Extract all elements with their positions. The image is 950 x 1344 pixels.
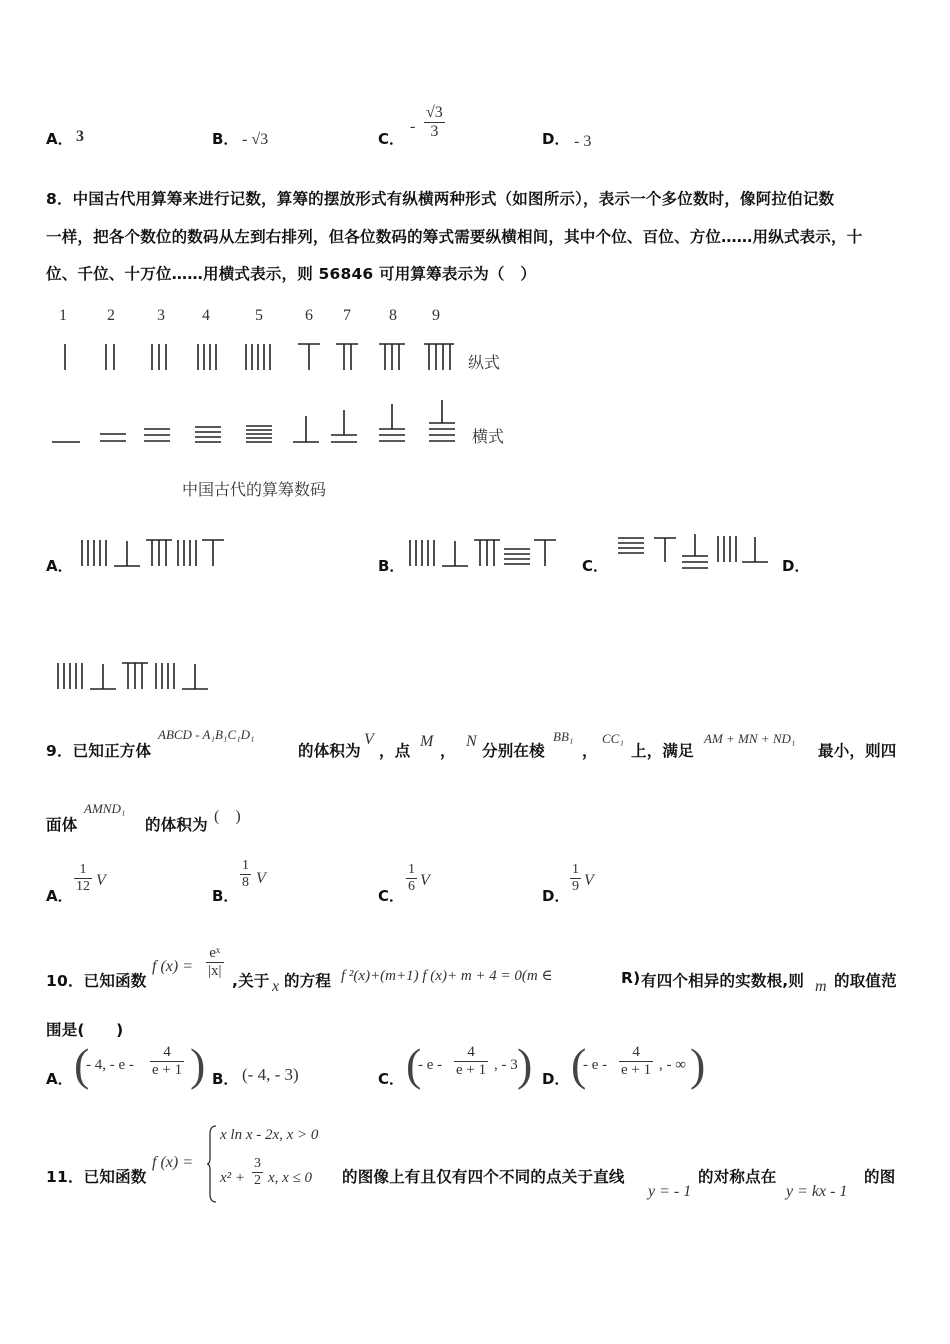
q10-var-x: x xyxy=(272,978,280,995)
q9-volume-var: V xyxy=(364,731,374,748)
q10-option-c-tail: , - 3 xyxy=(494,1057,518,1073)
q8-option-d-label: D． xyxy=(782,557,810,575)
q9-option-a-numerator: 1 xyxy=(74,862,92,879)
q8-option-c-label: C． xyxy=(582,557,609,575)
q8-option-d-rods xyxy=(54,660,214,694)
q11-line-kx: y = kx - 1 xyxy=(786,1183,848,1200)
q8-option-a-rods xyxy=(78,537,228,569)
figure-caption: 中国古代的算筹数码 xyxy=(182,480,327,499)
q10-option-c-text: - e - xyxy=(418,1057,443,1073)
q10-real-set: R) xyxy=(621,969,641,987)
q9-option-b-numerator: 1 xyxy=(242,858,249,873)
q9-option-b-denominator: 8 xyxy=(242,875,249,890)
q8-line-3: 位、千位、十万位……用横式表示，则 56846 可用算筹表示为（ ） xyxy=(46,265,537,283)
q10-var-m: m xyxy=(815,978,827,995)
q9-line2-b: 的体积为 xyxy=(145,816,208,834)
q10-option-a-label: A． xyxy=(46,1070,73,1088)
horizontal-form-label: 横式 xyxy=(472,427,505,446)
q7-option-c-denominator: 3 xyxy=(430,123,439,140)
q11-text-2: 的对称点在 xyxy=(698,1168,777,1186)
q9-text-2: ，点 xyxy=(379,742,411,760)
q9-option-d-numerator: 1 xyxy=(572,862,579,877)
q10-option-d-fraction xyxy=(619,1044,653,1079)
q7-option-a-label: A． xyxy=(46,130,73,148)
q10-option-d-denominator: e + 1 xyxy=(621,1062,652,1078)
q10-fraction-numerator: eˣ xyxy=(206,945,224,963)
q9-point-n: N xyxy=(466,733,477,750)
q10-option-b-text: (- 4, - 3) xyxy=(242,1065,299,1084)
vertical-form-label: 纵式 xyxy=(468,353,501,372)
q8-line-1: 8．中国古代用算筹来进行记数，算筹的摆放形式有纵横两种形式（如图所示），表示一个多位数时，像阿拉伯记数 xyxy=(46,190,835,208)
q9-text-1: 的体积为 xyxy=(298,742,361,760)
q11-line-y-neg1: y = - 1 xyxy=(648,1183,692,1200)
horizontal-rods xyxy=(52,400,455,442)
q10-option-d-text: - e - xyxy=(583,1057,608,1073)
digit-label: 4 xyxy=(202,307,210,324)
rod-numeral-drawing xyxy=(40,330,470,450)
q9-text-6: 上，满足 xyxy=(631,742,694,760)
q10-option-a-denominator: e + 1 xyxy=(152,1062,183,1078)
q11-text-3: 的图 xyxy=(864,1168,896,1186)
q7-option-a-value: 3 xyxy=(76,128,84,145)
digit-label: 6 xyxy=(305,307,313,324)
q9-option-c-label: C． xyxy=(378,887,405,905)
q10-option-c-close-paren: ) xyxy=(517,1039,533,1090)
q11-case-2-b: x, x ≤ 0 xyxy=(268,1170,313,1186)
q10-function-name: f (x) = xyxy=(152,958,193,975)
q7-option-c-label: C． xyxy=(378,130,405,148)
q9-expression: AM + MN + ND₁ xyxy=(704,731,796,746)
q9-text-7: 最小，则四 xyxy=(818,742,897,760)
q9-option-c-var: V xyxy=(420,872,430,889)
q10-option-b-label: B． xyxy=(212,1070,239,1088)
q11-case-2-denominator: 2 xyxy=(254,1173,261,1188)
q7-option-c-sign: - xyxy=(410,118,416,135)
q9-text-5: ， xyxy=(582,742,598,760)
q9-text-4: 分别在棱 xyxy=(482,742,545,760)
q10-option-d-label: D． xyxy=(542,1070,570,1088)
q10-option-a-fraction xyxy=(150,1044,184,1079)
q11-case-2-a: x² + xyxy=(220,1170,246,1186)
q7-option-b-label: B． xyxy=(212,130,239,148)
q9-option-c-fraction xyxy=(406,862,417,895)
q10-fraction-denominator: |x| xyxy=(208,963,222,979)
q9-option-b-fraction xyxy=(240,858,251,891)
q9-option-d-var: V xyxy=(584,872,594,889)
q9-point-m: M xyxy=(420,733,434,750)
q10-equation: f ²(x)+(m+1) f (x)+ m + 4 = 0(m ∈ xyxy=(341,968,553,984)
q7-option-c-fraction xyxy=(424,104,445,141)
digit-label: 5 xyxy=(255,307,263,324)
vertical-rods xyxy=(65,344,454,370)
q11-function-name: f (x) = xyxy=(152,1154,193,1171)
q8-option-b-rods xyxy=(406,537,562,569)
q11-case-1: x ln x - 2x, x > 0 xyxy=(220,1127,319,1143)
q9-option-a-var: V xyxy=(96,872,106,889)
q11-piecewise-brace xyxy=(206,1124,218,1204)
q9-option-d-label: D． xyxy=(542,887,570,905)
q10-option-c-label: C． xyxy=(378,1070,405,1088)
q9-tetrahedron: AMND₁ xyxy=(84,801,126,816)
q9-option-b-var: V xyxy=(256,870,266,887)
q11-text-1: 的图像上有且仅有四个不同的点关于直线 xyxy=(342,1168,625,1186)
digit-label: 2 xyxy=(107,307,115,324)
q7-option-d-label: D． xyxy=(542,130,570,148)
q8-option-b-label: B． xyxy=(378,557,405,575)
q10-option-a-numerator: 4 xyxy=(150,1044,184,1062)
q10-text-2: 的方程 xyxy=(284,972,332,990)
digit-label: 9 xyxy=(432,307,440,324)
q8-option-c-rods xyxy=(614,532,774,572)
q9-text-3: ， xyxy=(440,742,456,760)
q9-option-d-fraction xyxy=(570,862,581,895)
q10-option-d-open-paren: ( xyxy=(571,1039,587,1090)
q11-prefix: 11．已知函数 xyxy=(46,1168,147,1186)
q10-option-a-text: - 4, - e - xyxy=(86,1057,134,1073)
q9-edge-bb1: BB₁ xyxy=(553,729,574,744)
q9-option-b-label: B． xyxy=(212,887,239,905)
q8-option-a-label: A． xyxy=(46,557,73,575)
q9-option-c-denominator: 6 xyxy=(408,879,415,894)
q9-option-c-numerator: 1 xyxy=(408,862,415,877)
q10-option-d-tail: , - ∞ xyxy=(659,1057,686,1073)
digit-label: 7 xyxy=(343,307,351,324)
q7-option-d-value: - 3 xyxy=(574,133,592,150)
q10-option-c-fraction xyxy=(454,1044,488,1079)
q9-edge-cc1: CC₁ xyxy=(602,731,624,746)
q10-option-d-close-paren: ) xyxy=(690,1039,706,1090)
q10-option-c-numerator: 4 xyxy=(454,1044,488,1062)
q9-prefix: 9．已知正方体 xyxy=(46,742,152,760)
q10-function-fraction xyxy=(206,945,224,980)
q10-option-c-open-paren: ( xyxy=(406,1039,422,1090)
q10-line-2: 围是( ) xyxy=(46,1021,124,1039)
q8-line-2: 一样，把各个数位的数码从左到右排列，但各位数码的筹式需要纵横相间，其中个位、百位、方位……用纵式表示，十 xyxy=(46,228,863,246)
q7-option-b-value: - √3 xyxy=(242,131,269,148)
q11-case-2-fraction xyxy=(252,1156,263,1189)
q9-option-d-denominator: 9 xyxy=(572,879,579,894)
q9-option-a-fraction xyxy=(74,862,92,895)
q9-cube: ABCD - A₁B₁C₁D₁ xyxy=(158,727,255,742)
q9-line2-a: 面体 xyxy=(46,816,78,834)
q7-option-c-numerator: √3 xyxy=(426,104,443,121)
digit-label: 3 xyxy=(157,307,165,324)
q9-option-a-denominator: 12 xyxy=(76,879,90,894)
digit-label: 8 xyxy=(389,307,397,324)
q11-case-2-numerator: 3 xyxy=(254,1156,261,1171)
q10-prefix: 10．已知函数 xyxy=(46,972,147,990)
digit-label: 1 xyxy=(59,307,67,324)
q10-text-1: ,关于 xyxy=(232,972,270,990)
q10-option-d-numerator: 4 xyxy=(619,1044,653,1062)
q10-option-a-close-paren: ) xyxy=(190,1039,206,1090)
q9-option-a-label: A． xyxy=(46,887,73,905)
q10-option-c-denominator: e + 1 xyxy=(456,1062,487,1078)
q10-text-4: 的取值范 xyxy=(834,972,897,990)
q10-text-3: 有四个相异的实数根,则 xyxy=(641,972,805,990)
q10-option-a-open-paren: ( xyxy=(74,1039,90,1090)
q9-answer-paren: ( ) xyxy=(214,808,241,825)
